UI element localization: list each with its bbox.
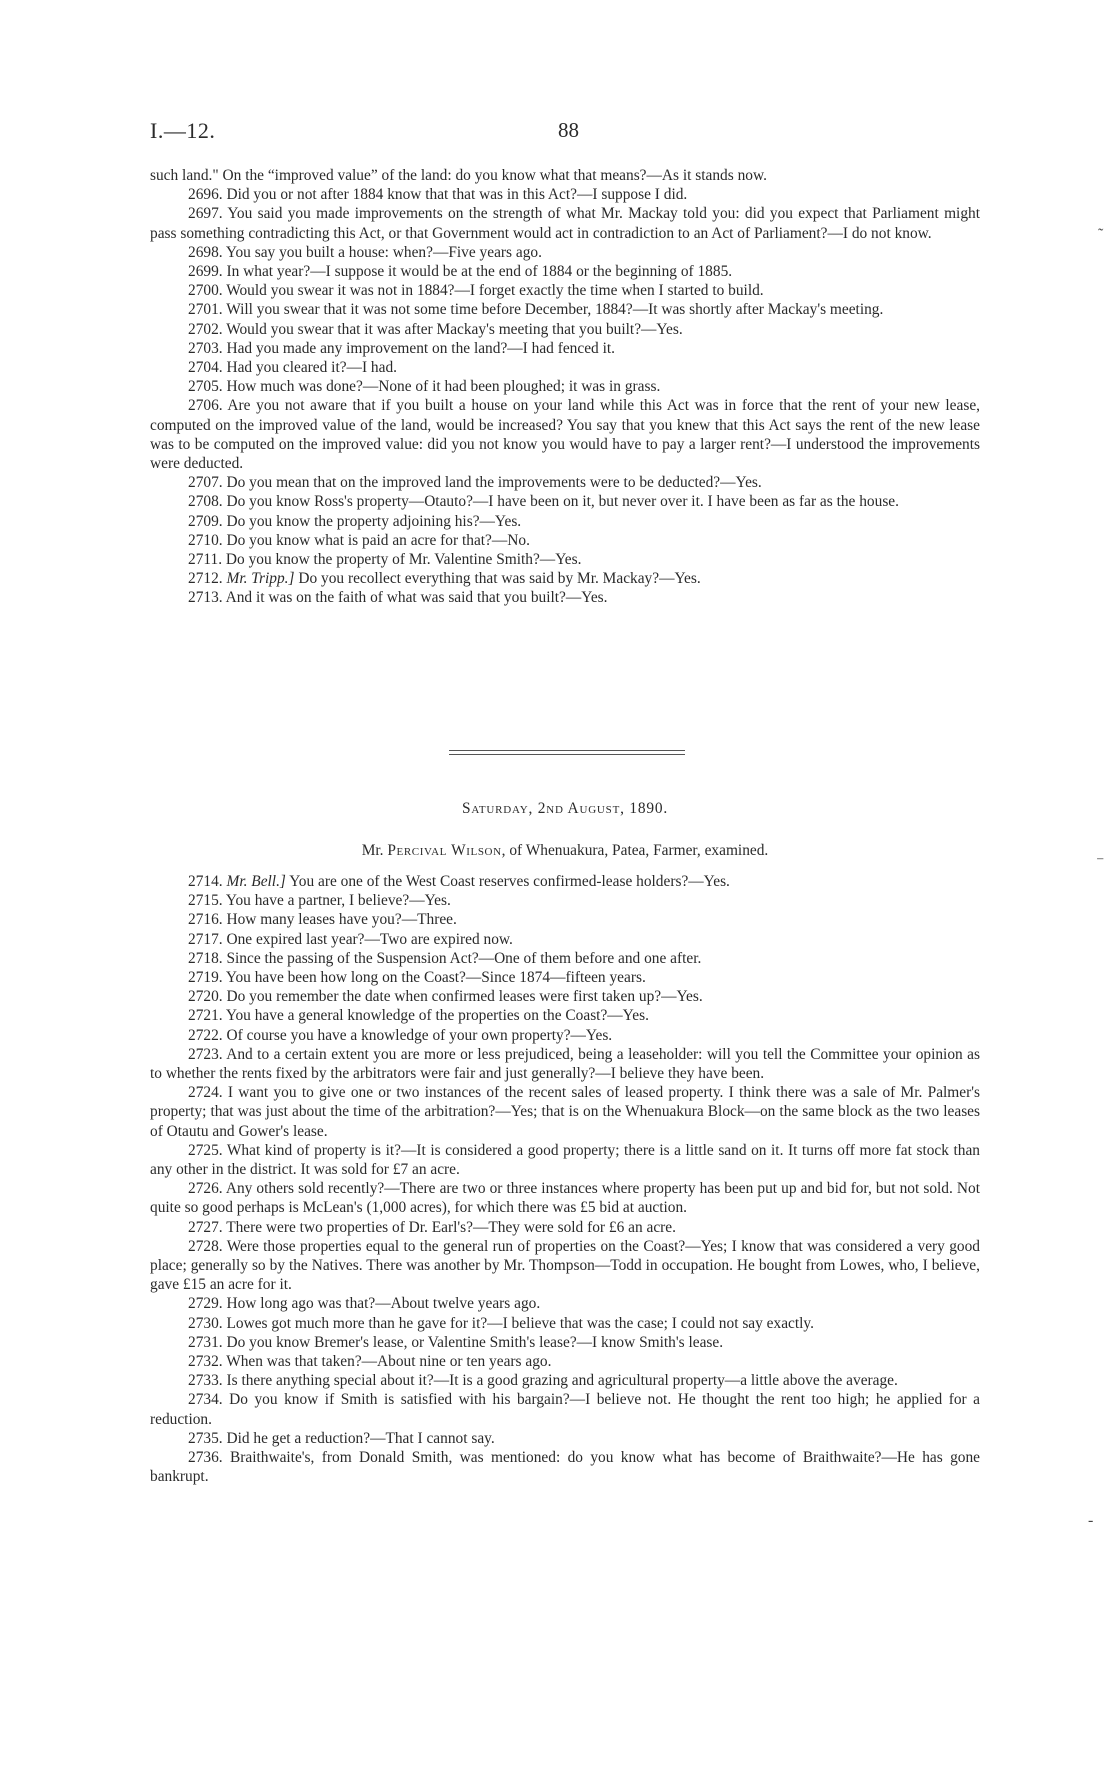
testimony-question: 2715. You have a partner, I believe?—Yes. [188,892,451,910]
question-number: 2712. [188,570,223,588]
testimony-part-1 [150,166,980,608]
margin-mark: ˜ [1098,226,1104,243]
testimony-question: 2730. Lowes got much more than he gave for it?—I believe that was the case; I could not say exactly. [188,1314,814,1332]
question-text: You are one of the West Coast reserves confirmed-lease holders?—Yes. [285,873,730,890]
testimony-question: 2732. When was that taken?—About nine or ten years ago. [188,1353,552,1371]
testimony-question [150,569,980,588]
question-text: Do you recollect everything that was said by Mr. Mackay?—Yes. [294,570,701,588]
testimony-question: 2707. Do you mean that on the improved land the improvements were to be deducted?—Yes. [188,474,762,492]
testimony-question: 2716. How many leases have you?—Three. [188,911,457,929]
testimony-question: 2708. Do you know Ross's property—Otauto?—I have been on it, but never over it. I have been as far as the house. [188,493,899,511]
testimony-question: 2700. Would you swear it was not in 1884?—I forget exactly the time when I started to build. [188,282,764,300]
question-number: 2714. [188,873,223,890]
testimony-question: 2735. Did he get a reduction?—That I cannot say. [188,1429,495,1447]
testimony-question: 2725. What kind of property is it?—It is considered a good property; there is a little sand on it. It turns off more fat stock than any other in the district. It was sold for £7 an acre. [150,1141,980,1179]
speaker-name: Mr. Tripp.] [226,570,295,588]
testimony-question: 2728. Were those properties equal to the general run of properties on the Coast?—Yes; I know that was considered a very good place; generally so by the Natives. There was another by Mr. Thompson—Todd in occupation. He bought from Lowes, who, I believe, gave £15 an acre for it. [150,1237,980,1294]
session-date: Saturday, 2nd August, 1890. [461,800,669,817]
testimony-question: 2717. One expired last year?—Two are expired now. [188,930,513,948]
testimony-question [150,872,980,891]
continued-paragraph: such land." On the “improved value” of the land: do you know what that means?—As it stands now. [150,167,767,184]
testimony-question: 2710. Do you know what is paid an acre for that?—No. [188,531,530,549]
testimony-question: 2722. Of course you have a knowledge of your own property?—Yes. [188,1026,613,1044]
testimony-question: 2723. And to a certain extent you are more or less prejudiced, being a leaseholder: will you tell the Committee your opinion as to whether the rents fixed by the arbitrators were fair and just generally?—I believe they have been. [150,1045,980,1083]
testimony-question: 2726. Any others sold recently?—There are two or three instances where property has been put up and bid for, but not sold. Not quite so good perhaps is McLean's (1,000 acres), for which there was £5 bid at auction. [150,1180,980,1217]
testimony-question: 2701. Will you swear that it was not some time before December, 1884?—It was shortly after Mackay's meeting. [188,301,884,319]
testimony-question: 2719. You have been how long on the Coast?—Since 1874—fifteen years. [188,969,646,987]
testimony-question: 2729. How long ago was that?—About twelve years ago. [188,1295,541,1313]
document-reference: I.—12. [150,118,216,143]
testimony-question: 2734. Do you know if Smith is satisfied with his bargain?—I believe not. He thought the rent too high; he applied for a reduction. [150,1391,980,1428]
speaker-name: Mr. Bell.] [226,873,286,890]
testimony-question: 2731. Do you know Bremer's lease, or Valentine Smith's lease?—I know Smith's lease. [188,1333,724,1351]
witness-prefix: Mr. [361,842,388,859]
section-divider [449,750,685,755]
testimony-question: 2706. Are you not aware that if you built a house on your land while this Act was in force that the rent of your new lease, computed on the improved value of the land, would be increased? You say that you knew that this Act says the rent of the new lease was to be computed on the improved value: did you not know you would have to pay a larger rent?—I understood the improvements were deducted. [150,397,980,473]
testimony-question: 2711. Do you know the property of Mr. Valentine Smith?—Yes. [188,551,582,569]
testimony-question: 2709. Do you know the property adjoining his?—Yes. [188,512,522,530]
testimony-part-2 [150,872,980,1487]
page-number: 88 [558,118,579,142]
page-header [150,118,980,148]
testimony-question: 2736. Braithwaite's, from Donald Smith, was mentioned: do you know what has become of Braithwaite?—He has gone bankrupt. [150,1449,980,1486]
testimony-question: 2724. I want you to give one or two instances of the recent sales of leased property. I think there was a sale of Mr. Palmer's property; that was just about the time of the arbitration?—Yes; that is on the Whenuakura Block—on the same block as the two leases of Otautu and Gower's lease. [150,1084,980,1140]
witness-heading [150,842,980,860]
margin-mark: ⁻ [1096,854,1105,871]
testimony-question: 2702. Would you swear that it was after Mackay's meeting that you built?—Yes. [188,320,683,338]
witness-suffix: , of Whenuakura, Patea, Farmer, examined. [501,842,769,859]
testimony-question: 2720. Do you remember the date when confirmed leases were first taken up?—Yes. [188,988,703,1006]
margin-mark: - [1088,1512,1094,1529]
testimony-question: 2713. And it was on the faith of what was said that you built?—Yes. [188,589,608,607]
testimony-question: 2699. In what year?—I suppose it would be at the end of 1884 or the beginning of 1885. [188,263,733,281]
testimony-question: 2703. Had you made any improvement on the land?—I had fenced it. [188,339,615,357]
testimony-question: 2698. You say you built a house: when?—Five years ago. [188,243,542,261]
testimony-question: 2704. Had you cleared it?—I had. [188,359,397,377]
testimony-question: 2696. Did you or not after 1884 know that that was in this Act?—I suppose I did. [188,186,688,204]
testimony-question: 2721. You have a general knowledge of the properties on the Coast?—Yes. [188,1007,649,1025]
testimony-question: 2727. There were two properties of Dr. Earl's?—They were sold for £6 an acre. [188,1218,676,1236]
testimony-question: 2697. You said you made improvements on the strength of what Mr. Mackay told you: did you expect that Parliament might pass something contradicting this Act, or that Government would act in contradiction to an Act of Parliament?—I do not know. [150,205,980,242]
testimony-question: 2733. Is there anything special about it?—It is a good grazing and agricultural property—a little above the average. [188,1372,898,1390]
witness-name: Percival Wilson [387,842,502,859]
testimony-question: 2718. Since the passing of the Suspension Act?—One of them before and one after. [188,949,702,967]
testimony-question: 2705. How much was done?—None of it had been ploughed; it was in grass. [188,378,661,396]
